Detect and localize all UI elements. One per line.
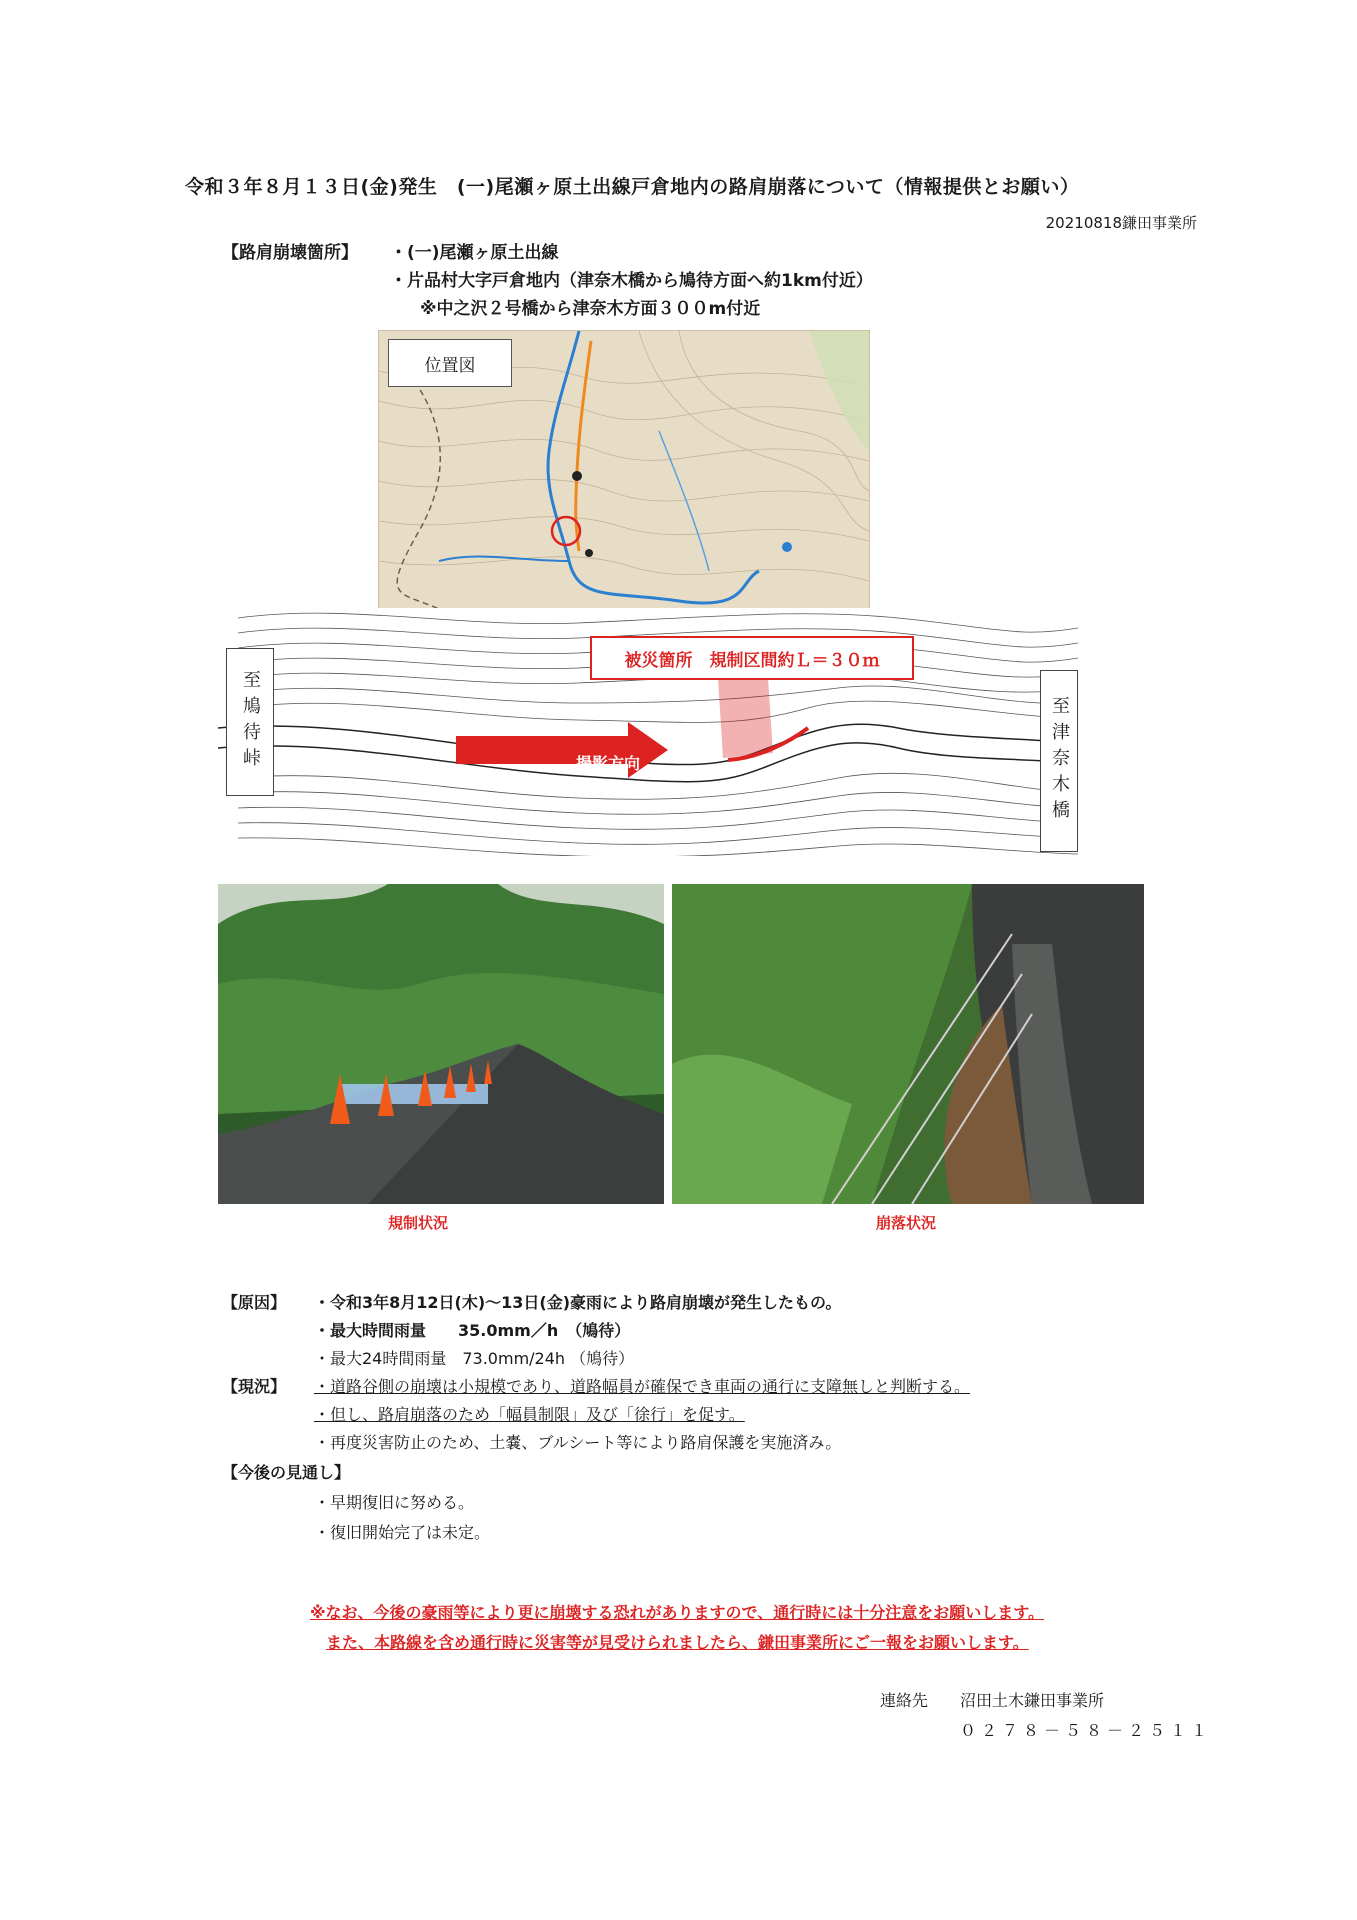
contact-office: 沼田土木鎌田事業所 xyxy=(960,1691,1105,1710)
caption-regulation: 規制状況 xyxy=(388,1214,449,1232)
status-line-1: ・道路谷側の崩壊は小規模であり、道路幅員が確保でき車両の通行に支障無しと判断する。 xyxy=(314,1377,971,1396)
outlook-line-2: ・復旧開始完了は未定。 xyxy=(314,1523,491,1542)
notice-line-1: ※なお、今後の豪雨等により更に崩壊する恐れがありますので、通行時には十分注意をお願いします。 xyxy=(310,1603,1044,1622)
contact-label: 連絡先 xyxy=(880,1691,929,1710)
photo-collapse-graphic xyxy=(672,884,1144,1204)
label-to-hatomachi: 至鳩待峠 xyxy=(226,648,274,796)
caption-collapse: 崩落状況 xyxy=(876,1214,937,1232)
outlook-label: 【今後の見通し】 xyxy=(222,1463,351,1482)
cause-line-2: ・最大時間雨量 35.0mm／h （鳩待） xyxy=(314,1321,631,1340)
location-label: 【路肩崩壊箇所】 xyxy=(222,243,358,263)
status-line-3: ・再度災害防止のため、土嚢、ブルシート等により路肩保護を実施済み。 xyxy=(314,1433,842,1452)
photo-regulation-graphic xyxy=(218,884,664,1204)
outlook-line-1: ・早期復旧に努める。 xyxy=(314,1493,475,1512)
photo-regulation xyxy=(218,884,664,1204)
cause-line-1: ・令和3年8月12日(木)～13日(金)豪雨により路肩崩壊が発生したもの。 xyxy=(314,1293,842,1312)
location-line-area: ・片品村大字戸倉地内（津奈木橋から鳩待方面へ約1km付近） xyxy=(390,271,873,291)
contact-phone: ０２７８－５８－２５１１ xyxy=(960,1721,1213,1740)
cause-line-3: ・最大24時間雨量 73.0mm/24h （鳩待） xyxy=(314,1349,635,1368)
label-to-tsunagi: 至津奈木橋 xyxy=(1040,670,1078,852)
location-line-note: ※中之沢２号橋から津奈木方面３００m付近 xyxy=(420,299,761,319)
document-id: 20210818鎌田事業所 xyxy=(1045,214,1197,232)
location-line-route: ・(一)尾瀬ヶ原土出線 xyxy=(390,243,559,263)
notice-line-2: また、本路線を含め通行時に災害等が見受けられましたら、鎌田事業所にご一報をお願いします。 xyxy=(326,1633,1029,1652)
shooting-direction-label: 撮影方向 xyxy=(576,754,641,773)
photo-collapse xyxy=(672,884,1144,1204)
location-map xyxy=(378,330,870,610)
map-label: 位置図 xyxy=(388,339,512,387)
damage-callout: 被災箇所 規制区間約Ｌ＝３０ｍ xyxy=(590,636,914,680)
status-line-2: ・但し、路肩崩落のため「幅員制限」及び「徐行」を促す。 xyxy=(314,1405,745,1424)
status-label: 【現況】 xyxy=(222,1377,287,1396)
cause-label: 【原因】 xyxy=(222,1293,287,1312)
page-title: 令和３年８月１３日(金)発生 (一)尾瀬ヶ原土出線戸倉地内の路肩崩落について（情報提供とお願い） xyxy=(185,176,1080,198)
plan-drawing xyxy=(198,608,1078,856)
